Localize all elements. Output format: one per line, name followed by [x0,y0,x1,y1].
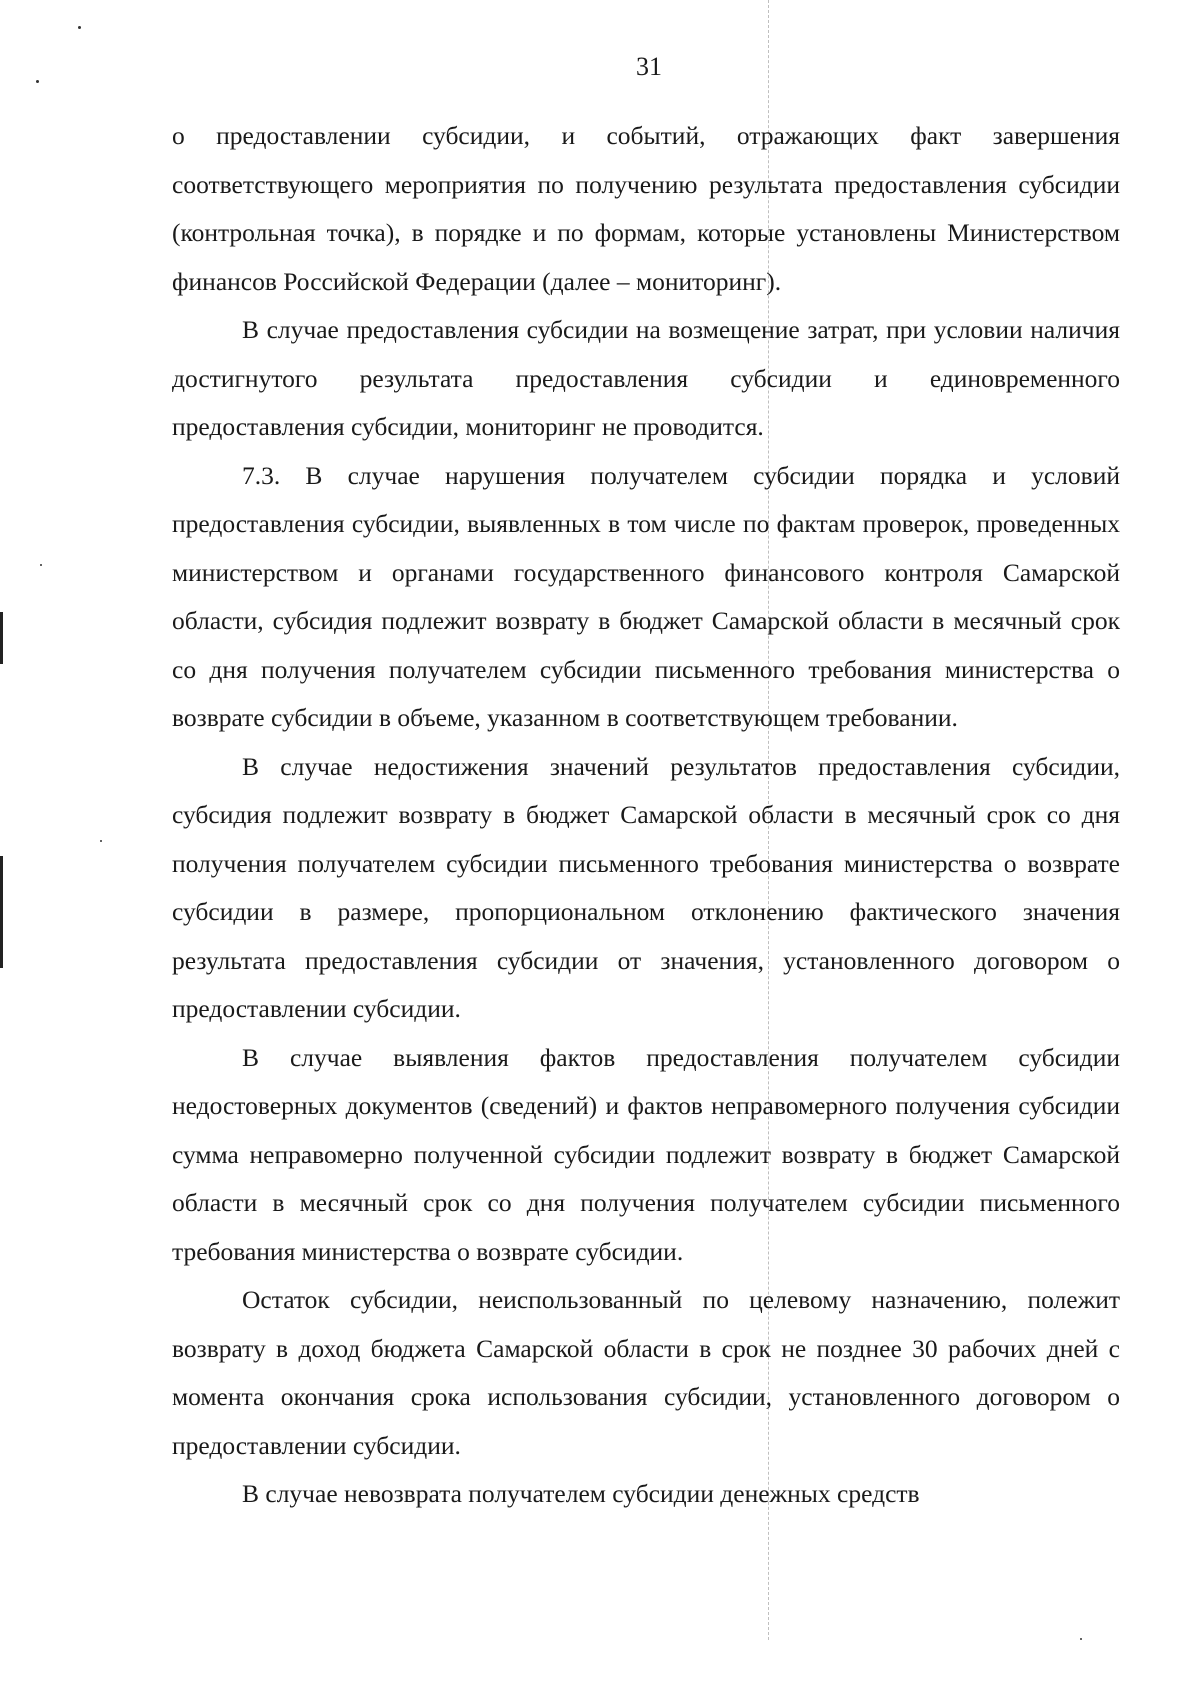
scan-edge-mark [0,856,3,968]
scan-speck [1080,1638,1082,1640]
document-body [172,112,1120,1519]
paragraph-false-documents: В случае выявления фактов предоставления получателем субсидии недостоверных документов (сведений) и фактов неправомерного получения субсидии сумма неправомерно полученной субсидии подлежит возврату в бюджет Самарской области в месячный срок со дня получения получателем субсидии письменного требования министерства о возврате субсидии. [172,1042,1120,1266]
scan-speck [40,564,42,566]
paragraph-non-return: В случае невозврата получателем субсидии денежных средств [242,1479,920,1508]
scan-edge-mark [0,612,3,664]
scan-speck [100,840,102,842]
paragraph-results-not-achieved: В случае недостижения значений результатов предоставления субсидии, субсидия подлежит возврату в бюджет Самарской области в месячный срок со дня получения получателем субсидии письменного требования министерства о возврате субсидии в размере, пропорциональном отклонению фактического значения результата предоставления субсидии от значения, установленного договором о предоставлении субсидии. [172,751,1120,1023]
paragraph-unused-balance: Остаток субсидии, неиспользованный по целевому назначению, полежит возврату в доход бюджета Самарской области в срок не позднее 30 рабочих дней с момента окончания срока использования субсидии, установленного договором о предоставлении субсидии. [172,1285,1120,1460]
paragraph-monitoring: о предоставлении субсидии, и событий, отражающих факт завершения соответствующего мероприятия по получению результата предоставления субсидии (контрольная точка), в порядке и по формам, которые установлены Министерством финансов Российской Федерации (далее – мониторинг). [172,121,1120,296]
paragraph-monitoring-exception: В случае предоставления субсидии на возмещение затрат, при условии наличия достигнутого результата предоставления субсидии и единовременного предоставления субсидии, мониторинг не проводится. [172,315,1120,441]
scan-speck [78,26,81,29]
page-number: 31 [636,52,662,81]
paragraph-7-3-violation-return: 7.3. В случае нарушения получателем субсидии порядка и условий предоставления субсидии, выявленных в том числе по фактам проверок, проведенных министерством и органами государственного финансового контроля Самарской области, субсидия подлежит возврату в бюджет Самарской области в месячный срок со дня получения получателем субсидии письменного требования министерства о возврате субсидии в объеме, указанном в соответствующем требовании. [172,460,1120,732]
